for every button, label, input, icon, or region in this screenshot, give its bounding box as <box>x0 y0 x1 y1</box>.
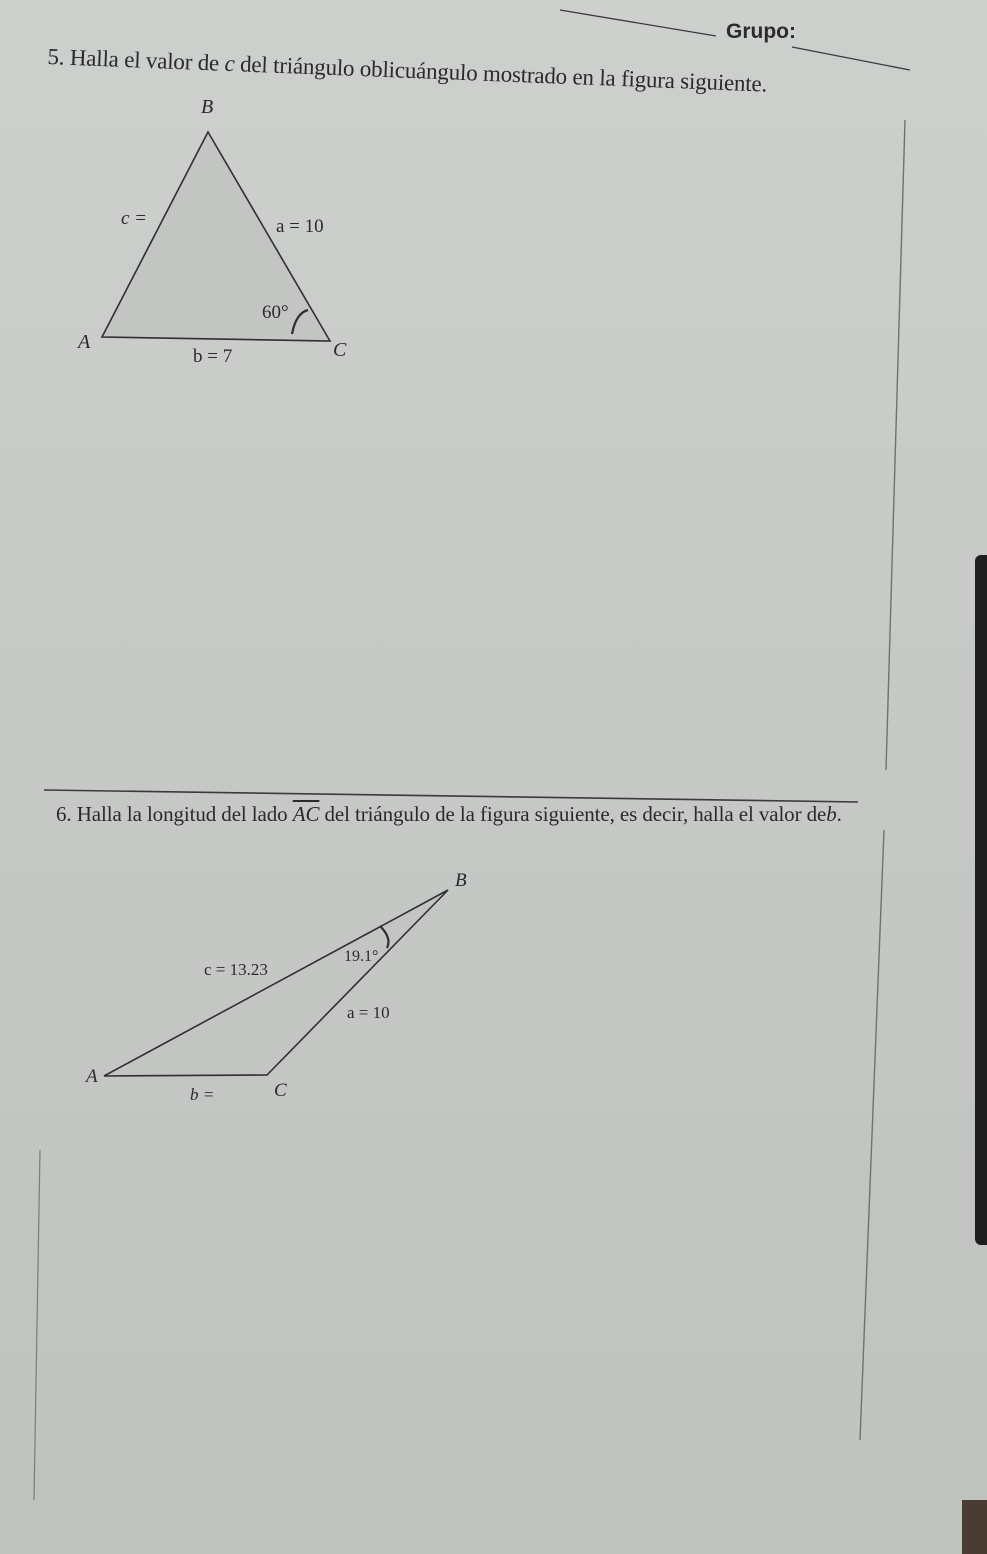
question-5-variable: c <box>224 50 236 77</box>
q5-side-b-label: b = 7 <box>193 346 233 367</box>
question-6-text-before: Halla la longitud del lado <box>76 802 288 826</box>
q5-side-c-label: c = <box>121 208 148 229</box>
group-label: Grupo: <box>726 20 796 43</box>
q6-vertex-c: C <box>274 1080 287 1101</box>
binder-edge <box>975 555 987 1245</box>
q6-angle-label: 19.1° <box>344 948 379 965</box>
question-5-number: 5. <box>47 44 65 70</box>
question-6-period: . <box>836 802 842 826</box>
q6-vertex-a: A <box>86 1066 98 1087</box>
section-divider <box>44 790 858 802</box>
question-6-number: 6. <box>56 802 72 826</box>
q5-angle-label: 60° <box>262 302 289 323</box>
table-corner <box>962 1500 987 1554</box>
question-6-variable: b <box>826 802 837 826</box>
question-6-text-middle: del triángulo de la figura siguiente, es decir, halla el valor de <box>324 802 827 826</box>
q6-triangle <box>104 890 448 1076</box>
question-5-text-before: Halla el valor de <box>69 44 220 76</box>
q5-vertex-c: C <box>333 339 347 361</box>
group-answer-line <box>792 47 910 70</box>
q6-side-b-label: b = <box>190 1085 215 1104</box>
header-line-left <box>560 10 716 36</box>
q5-vertex-a: A <box>78 331 91 353</box>
q6-side-c-label: c = 13.23 <box>204 960 268 979</box>
q6-vertex-b: B <box>455 870 467 891</box>
q5-vertex-b: B <box>201 96 214 118</box>
question-6-segment: $\overline{AC}$ <box>292 802 320 826</box>
right-margin-line-upper <box>886 120 905 770</box>
q5-side-a-label: a = 10 <box>276 216 324 237</box>
right-margin-line-lower <box>860 830 884 1440</box>
question-5-text-after: del triángulo oblicuángulo mostrado en la figura siguiente. <box>239 51 768 97</box>
q6-side-a-label: a = 10 <box>347 1003 390 1022</box>
left-margin-line <box>34 1150 40 1500</box>
